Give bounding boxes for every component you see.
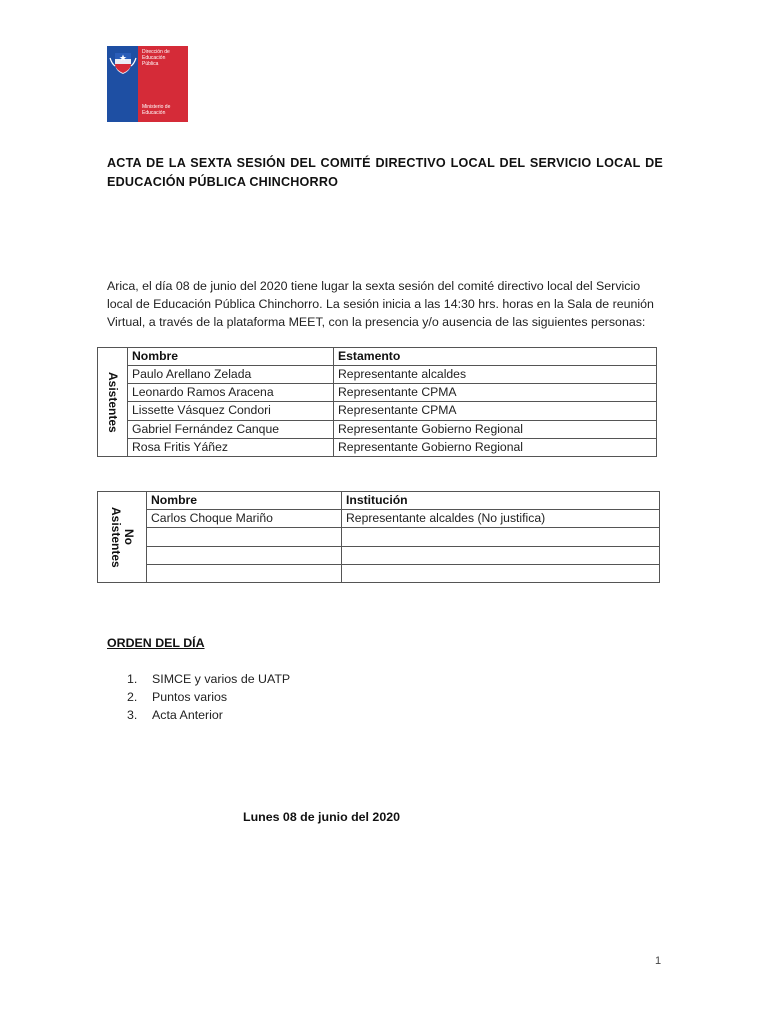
header-institucion: Institución <box>342 492 660 510</box>
agenda-list <box>127 671 290 725</box>
logo-line: Pública <box>142 61 159 67</box>
absentees-table <box>97 491 660 583</box>
logo-line: Dirección de <box>142 49 170 55</box>
cell-estamento: Representante alcaldes <box>334 366 657 384</box>
logo-line: Educación <box>142 55 166 61</box>
cell-estamento: Representante Gobierno Regional <box>334 438 657 456</box>
attendees-side-label <box>97 347 127 457</box>
cell-nombre: Paulo Arellano Zelada <box>128 366 334 384</box>
cell-nombre: Gabriel Fernández Canque <box>128 420 334 438</box>
list-item <box>127 689 290 707</box>
cell-institucion <box>342 564 660 582</box>
page-number: 1 <box>655 955 662 967</box>
table-row <box>147 510 660 528</box>
logo-blue-band <box>107 46 138 122</box>
list-item-number: 3. <box>127 708 138 722</box>
cell-nombre <box>147 546 342 564</box>
cell-nombre: Carlos Choque Mariño <box>147 510 342 528</box>
session-date: Lunes 08 de junio del 2020 <box>243 810 401 824</box>
table-row <box>147 528 660 546</box>
absentees-label <box>109 507 135 568</box>
logo-line: Ministerio de <box>142 104 171 110</box>
table-row <box>128 366 657 384</box>
cell-nombre <box>147 528 342 546</box>
absentees-label-line-1: No <box>122 528 136 545</box>
coat-of-arms-icon <box>109 50 137 76</box>
list-item <box>127 707 290 725</box>
absentees-side-label <box>97 491 146 583</box>
title-line-2: EDUCACIÓN PÚBLICA CHINCHORRO <box>107 175 339 189</box>
attendees-table <box>97 347 657 457</box>
table-row <box>147 564 660 582</box>
list-item-text: Acta Anterior <box>152 708 223 722</box>
cell-estamento: Representante Gobierno Regional <box>334 420 657 438</box>
cell-nombre: Rosa Fritis Yáñez <box>128 438 334 456</box>
list-item-number: 2. <box>127 690 138 704</box>
logo-line: Educación <box>142 110 166 116</box>
intro-line-2: local de Educación Pública Chinchorro. La sesión inicia a las 14:30 hrs. horas en la Sala de reunión <box>107 297 654 311</box>
table-row <box>128 438 657 456</box>
absentees-grid <box>146 491 660 583</box>
list-item <box>127 671 290 689</box>
intro-line-3: Virtual, a través de la plataforma MEET, con la presencia y/o ausencia de las siguientes personas: <box>107 315 646 329</box>
header-nombre: Nombre <box>128 348 334 366</box>
ministry-logo <box>107 46 188 122</box>
logo-text-bottom <box>142 104 186 116</box>
table-row <box>128 420 657 438</box>
cell-institucion <box>342 528 660 546</box>
cell-institucion <box>342 546 660 564</box>
intro-line-1: Arica, el día 08 de junio del 2020 tiene lugar la sexta sesión del comité directivo local del Servicio <box>107 279 641 293</box>
cell-nombre <box>147 564 342 582</box>
header-nombre: Nombre <box>147 492 342 510</box>
table-header-row <box>147 492 660 510</box>
attendees-label: Asistentes <box>106 371 120 433</box>
list-item-text: Puntos varios <box>152 690 228 704</box>
table-row <box>147 546 660 564</box>
cell-estamento: Representante CPMA <box>334 402 657 420</box>
cell-institucion: Representante alcaldes (No justifica) <box>342 510 660 528</box>
list-item-text: SIMCE y varios de UATP <box>152 672 291 686</box>
document-title <box>107 154 663 192</box>
logo-text-top <box>142 49 186 67</box>
list-item-number: 1. <box>127 672 138 686</box>
table-header-row <box>128 348 657 366</box>
attendees-grid <box>127 347 657 457</box>
absentees-label-line-2: Asistentes <box>109 506 123 568</box>
table-row <box>128 384 657 402</box>
cell-nombre: Leonardo Ramos Aracena <box>128 384 334 402</box>
header-estamento: Estamento <box>334 348 657 366</box>
intro-paragraph <box>107 277 663 331</box>
cell-nombre: Lissette Vásquez Condori <box>128 402 334 420</box>
agenda-heading: ORDEN DEL DÍA <box>107 636 205 650</box>
table-row <box>128 402 657 420</box>
cell-estamento: Representante CPMA <box>334 384 657 402</box>
title-line-1: ACTA DE LA SEXTA SESIÓN DEL COMITÉ DIRECTIVO LOCAL DEL SERVICIO LOCAL DE <box>107 156 663 170</box>
